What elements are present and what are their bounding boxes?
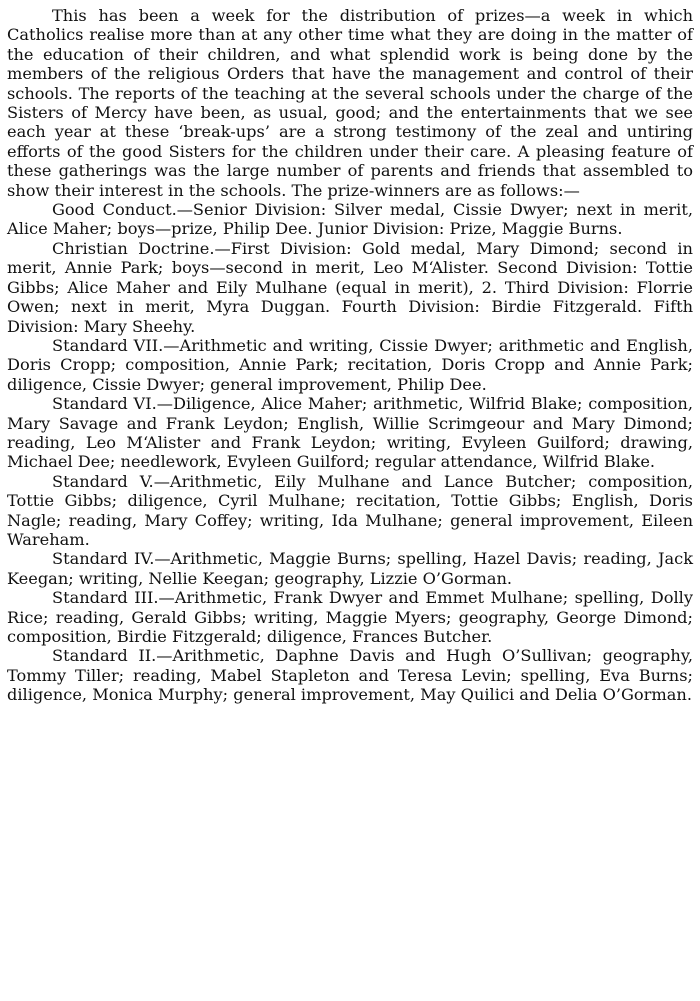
standard-iv-paragraph: Standard IV.—Arithmetic, Maggie Burns; spelling, Hazel Davis; reading, Jack Keegan; writing, Nellie Keegan; geography, Lizzie O’Gorman. [7,549,693,588]
standard-vii-paragraph: Standard VII.—Arithmetic and writing, Cissie Dwyer; arithmetic and English, Doris Cropp; composition, Annie Park; recitation, Doris Cropp and Annie Park; diligence, Cissie Dwyer; general improvement, Philip Dee. [7,335,693,394]
standard-v-paragraph: Standard V.—Arithmetic, Eily Mulhane and Lance Butcher; composition, Tottie Gibbs; diligence, Cyril Mulhane; recitation, Tottie Gibbs; English, Doris Nagle; reading, Mary Coffey; writing, Ida Mulhane; general improvement, Eileen Wareham. [7,471,693,549]
standard-ii-paragraph: Standard II.—Arithmetic, Daphne Davis and Hugh O’Sullivan; geography, Tommy Tiller; reading, Mabel Stapleton and Teresa Levin; spelling, Eva Burns; diligence, Monica Murphy; general improvement, May Quilici and Delia O’Gorman. [7,646,693,705]
good-conduct-paragraph: Good Conduct.—Senior Division: Silver medal, Cissie Dwyer; next in merit, Alice Maher; boys—prize, Philip Dee. Junior Division: Prize, Maggie Burns. [7,200,693,239]
intro-paragraph: This has been a week for the distribution of prizes—a week in which Catholics realise more than at any other time what they are doing in the matter of the education of their children, and what splendid work is being done by the members of the religious Orders that have the management and control of their schools. The reports of the teaching at the several schools under the charge of the Sisters of Mercy have been, as usual, good; and the entertainments that we see each year at these ‘break-ups’ are a strong testimony of the zeal and untiring efforts of the good Sisters for the children under their care. A pleasing feature of these gatherings was the large number of parents and friends that assembled to show their interest in the schools. The prize-winners are as follows:— [7,6,693,200]
christian-doctrine-paragraph: Christian Doctrine.—First Division: Gold medal, Mary Dimond; second in merit, Annie Park; boys—second in merit, Leo M‘Alister. Second Division: Tottie Gibbs; Alice Maher and Eily Mulhane (equal in merit), 2. Third Division: Florrie Owen; next in merit, Myra Duggan. Fourth Division: Birdie Fitzgerald. Fifth Division: Mary Sheehy. [7,238,693,336]
standard-iii-paragraph: Standard III.—Arithmetic, Frank Dwyer and Emmet Mulhane; spelling, Dolly Rice; reading, Gerald Gibbs; writing, Maggie Myers; geography, George Dimond; composition, Birdie Fitzgerald; diligence, Frances Butcher. [7,588,693,646]
standard-vi-paragraph: Standard VI.—Diligence, Alice Maher; arithmetic, Wilfrid Blake; composition, Mary Savage and Frank Leydon; English, Willie Scrimgeour and Mary Dimond; reading, Leo M‘Alister and Frank Leydon; writing, Evyleen Guilford; drawing, Michael Dee; needlework, Evyleen Guilford; regular attendance, Wilfrid Blake. [7,394,693,472]
